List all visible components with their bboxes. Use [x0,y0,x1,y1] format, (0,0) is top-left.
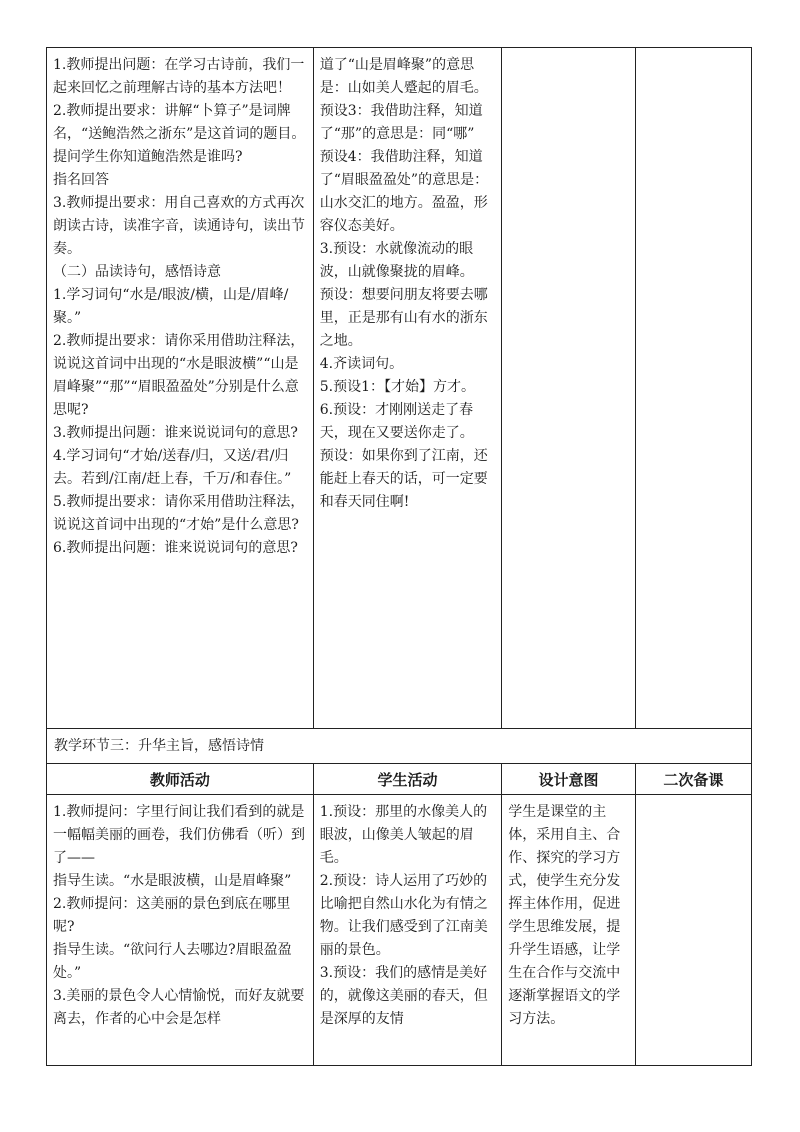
lesson-plan-page [46,47,752,1066]
student-line: 4.齐读词句。 [319,356,404,372]
section-row [47,729,752,764]
student-line: 2.预设：诗人运用了巧妙的比喻把自然山水化为有情之物。让我们感受到了江南美丽的景色。 [319,873,488,958]
teacher-activity-cell [47,48,314,729]
teacher-line: 指导生读。“欲问行人去哪边?眉眼盈盈处。” [53,942,292,981]
teacher-line: 指名回答 [53,172,109,188]
design-intent-text: 学生是课堂的主体，采用自主、合作、探究的学习方式，使学生充分发挥主体作用，促进学生思维发展，提升学生语感，让学生在合作与交流中逐渐掌握语文的学习方法。 [508,804,621,1027]
teacher-line: 2.教师提问：这美丽的景色到底在哪里呢? [53,896,291,935]
student-line: 预设：想要问朋友将要去哪里，正是那有山有水的浙东之地。 [319,287,488,349]
student-activity-cell [313,795,502,1066]
header-row [47,764,752,795]
design-intent-cell [502,795,635,1066]
teacher-line: 3.教师提出要求：用自己喜欢的方式再次朗读古诗，读准字音，读通诗句，读出节奏。 [53,195,305,257]
student-line: 6.预设：才刚刚送走了春天，现在又要送你走了。 [319,402,474,441]
table-row [47,795,752,1066]
header-student-activity: 学生活动 [313,764,502,795]
teacher-line: 1.教师提问：字里行间让我们看到的就是一幅幅美丽的画卷，我们仿佛看（听）到了—— [53,804,305,866]
table-row [47,48,752,729]
teacher-line: 4.学习词句“才始/送春/归，又送/君/归去。若到/江南/赶上春，千万/和春住。” [53,448,292,487]
student-line: 预设4：我借助注释，知道了“眉眼盈盈处”的意思是：山水交汇的地方。盈盈，形容仪态美好。 [319,149,489,234]
student-line: 道了“山是眉峰聚”的意思是：山如美人蹙起的眉毛。 [319,57,488,96]
teacher-line: 2.教师提出要求：请你采用借助注释法，说说这首词中出现的“水是眼波横”“山是眉峰聚”“那”“眉眼盈盈处”分别是什么意思呢? [53,333,305,418]
header-teacher-activity: 教师活动 [47,764,314,795]
header-second-prep: 二次备课 [635,764,751,795]
teacher-line: 1.学习词句“水是/眼波/横，山是/眉峰/聚。” [53,287,289,326]
section-title: 教学环节三：升华主旨，感悟诗情 [47,729,752,764]
header-design-intent: 设计意图 [502,764,635,795]
teacher-line: 1.教师提出问题：在学习古诗前，我们一起来回忆之前理解古诗的基本方法吧！ [53,57,305,96]
teacher-line: 6.教师提出问题：谁来说说词句的意思? [53,540,298,556]
student-line: 5.预设1：【才始】方才。 [319,379,476,395]
second-prep-cell [635,795,751,1066]
student-line: 3.预设：水就像流动的眼波，山就像聚拢的眉峰。 [319,241,474,280]
teacher-activity-cell [47,795,314,1066]
teacher-line: （二）品读诗句，感悟诗意 [53,264,221,280]
second-prep-cell [635,48,751,729]
student-line: 预设：如果你到了江南，还能赶上春天的话，可一定要和春天同住啊! [319,448,488,510]
student-activity-cell [313,48,502,729]
teacher-line: 3.美丽的景色令人心情愉悦，而好友就要离去，作者的心中会是怎样 [53,988,305,1027]
teacher-line: 指导生读。“水是眼波横，山是眉峰聚” [53,873,292,889]
teacher-line: 2.教师提出要求：讲解“卜算子”是词牌名，“送鲍浩然之浙东”是这首词的题目。提问学生你知道鲍浩然是谁吗? [53,103,306,165]
student-line: 1.预设：那里的水像美人的眼波，山像美人皱起的眉毛。 [319,804,488,866]
teacher-line: 5.教师提出要求：请你采用借助注释法，说说这首词中出现的“才始”是什么意思? [53,494,305,533]
teacher-line: 3.教师提出问题：谁来说说词句的意思? [53,425,298,441]
design-intent-cell [502,48,635,729]
student-line: 预设3：我借助注释，知道了“那”的意思是：同“哪” [319,103,483,142]
lesson-plan-table [46,47,752,1066]
student-line: 3.预设：我们的感情是美好的，就像这美丽的春天，但是深厚的友情 [319,965,488,1027]
